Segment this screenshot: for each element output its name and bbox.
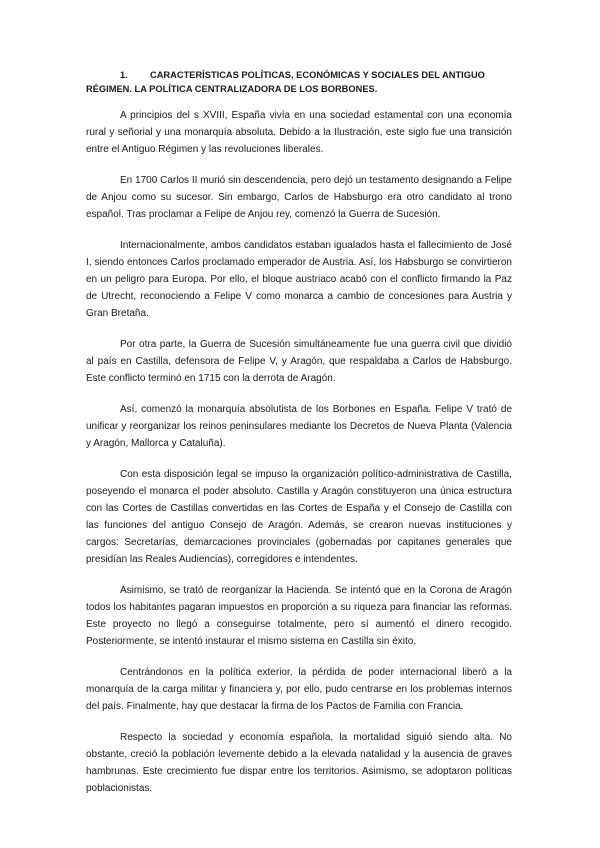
paragraph-absolutism: Así, comenzó la monarquía absolutista de los Borbones en España. Felipe V trató de unificar y reorganizar los reinos peninsulares mediante los Decretos de Nueva Planta (Valencia y Aragón, Mallorca y Cataluña). xyxy=(86,404,512,449)
paragraph-succession: En 1700 Carlos II murió sin descendencia, pero dejó un testamento designando a Felipe de Anjou como su sucesor. Sin embargo, Carlos de Habsburgo era otro candidato al trono español. Tras proclamar a Felipe de Anjou rey, comenzó la Guerra de Sucesión. xyxy=(86,175,512,220)
document-page xyxy=(86,68,512,811)
section-heading xyxy=(86,68,512,96)
section-title: CARACTERÍSTICAS POLÍTICAS, ECONÓMICAS Y SOCIALES DEL ANTIGUO RÉGIMEN. LA POLÍTICA CENTRALIZADORA DE LOS BORBONES. xyxy=(86,70,485,94)
paragraph-hacienda: Asimismo, se trató de reorganizar la Hacienda. Se intentó que en la Corona de Aragón todos los habitantes pagaran impuestos en proporción a su riqueza para financiar las reformas. Este proyecto no llegó a conseguirse totalmente, pero sí aumentó el dinero recogido. Posteriormente, se intentó instaurar el mismo sistema en Castilla sin éxito. xyxy=(86,585,512,647)
paragraph-administration: Con esta disposición legal se impuso la organización político-administrativa de Castilla, poseyendo el monarca el poder absoluto. Castilla y Aragón constituyeron una única estructura con las Cortes de Castillas convertidas en las Cortes de España y el Consejo de Castilla con las funciones del antiguo Consejo de Aragón. Además, se crearon nuevas instituciones y cargos: Secretarías, demarcaciones provinciales (gobernadas por capitanes generales que presidían las Reales Audiencias), corregidores e intendentes. xyxy=(86,469,512,565)
paragraph-international: Internacionalmente, ambos candidatos estaban igualados hasta el fallecimiento de José I, siendo entonces Carlos proclamado emperador de Austria. Así, los Habsburgo se convirtieron en un peligro para Europa. Por ello, el bloque austriaco acabó con el conflicto firmando la Paz de Utrecht, reconociendo a Felipe V como monarca a cambio de concesiones para Austria y Gran Bretaña. xyxy=(86,240,512,319)
paragraph-society: Respecto la sociedad y economía española, la mortalidad siguió siendo alta. No obstante, creció la población levemente debido a la elevada natalidad y la ausencia de graves hambrunas. Este crecimiento fue dispar entre los territorios. Asimismo, se adoptaron políticas poblacionistas. xyxy=(86,732,512,794)
paragraph-intro: A principios del s XVIII, España vivía en una sociedad estamental con una economía rural y señorial y una monarquía absoluta. Debido a la Ilustración, este siglo fue una transición entre el Antiguo Régimen y las revoluciones liberales. xyxy=(86,110,512,155)
paragraph-civil-war: Por otra parte, la Guerra de Sucesión simultáneamente fue una guerra civil que dividió al país en Castilla, defensora de Felipe V, y Aragón, que respaldaba a Carlos de Habsburgo. Este conflicto terminó en 1715 con la derrota de Aragón. xyxy=(86,339,512,384)
section-number: 1. xyxy=(120,70,128,80)
paragraph-foreign-policy: Centrándonos en la política exterior, la pérdida de poder internacional liberó a la monarquía de la carga militar y financiera y, por ello, pudo centrarse en los problemas internos del país. Finalmente, hay que destacar la firma de los Pactos de Familia con Francia. xyxy=(86,667,512,712)
